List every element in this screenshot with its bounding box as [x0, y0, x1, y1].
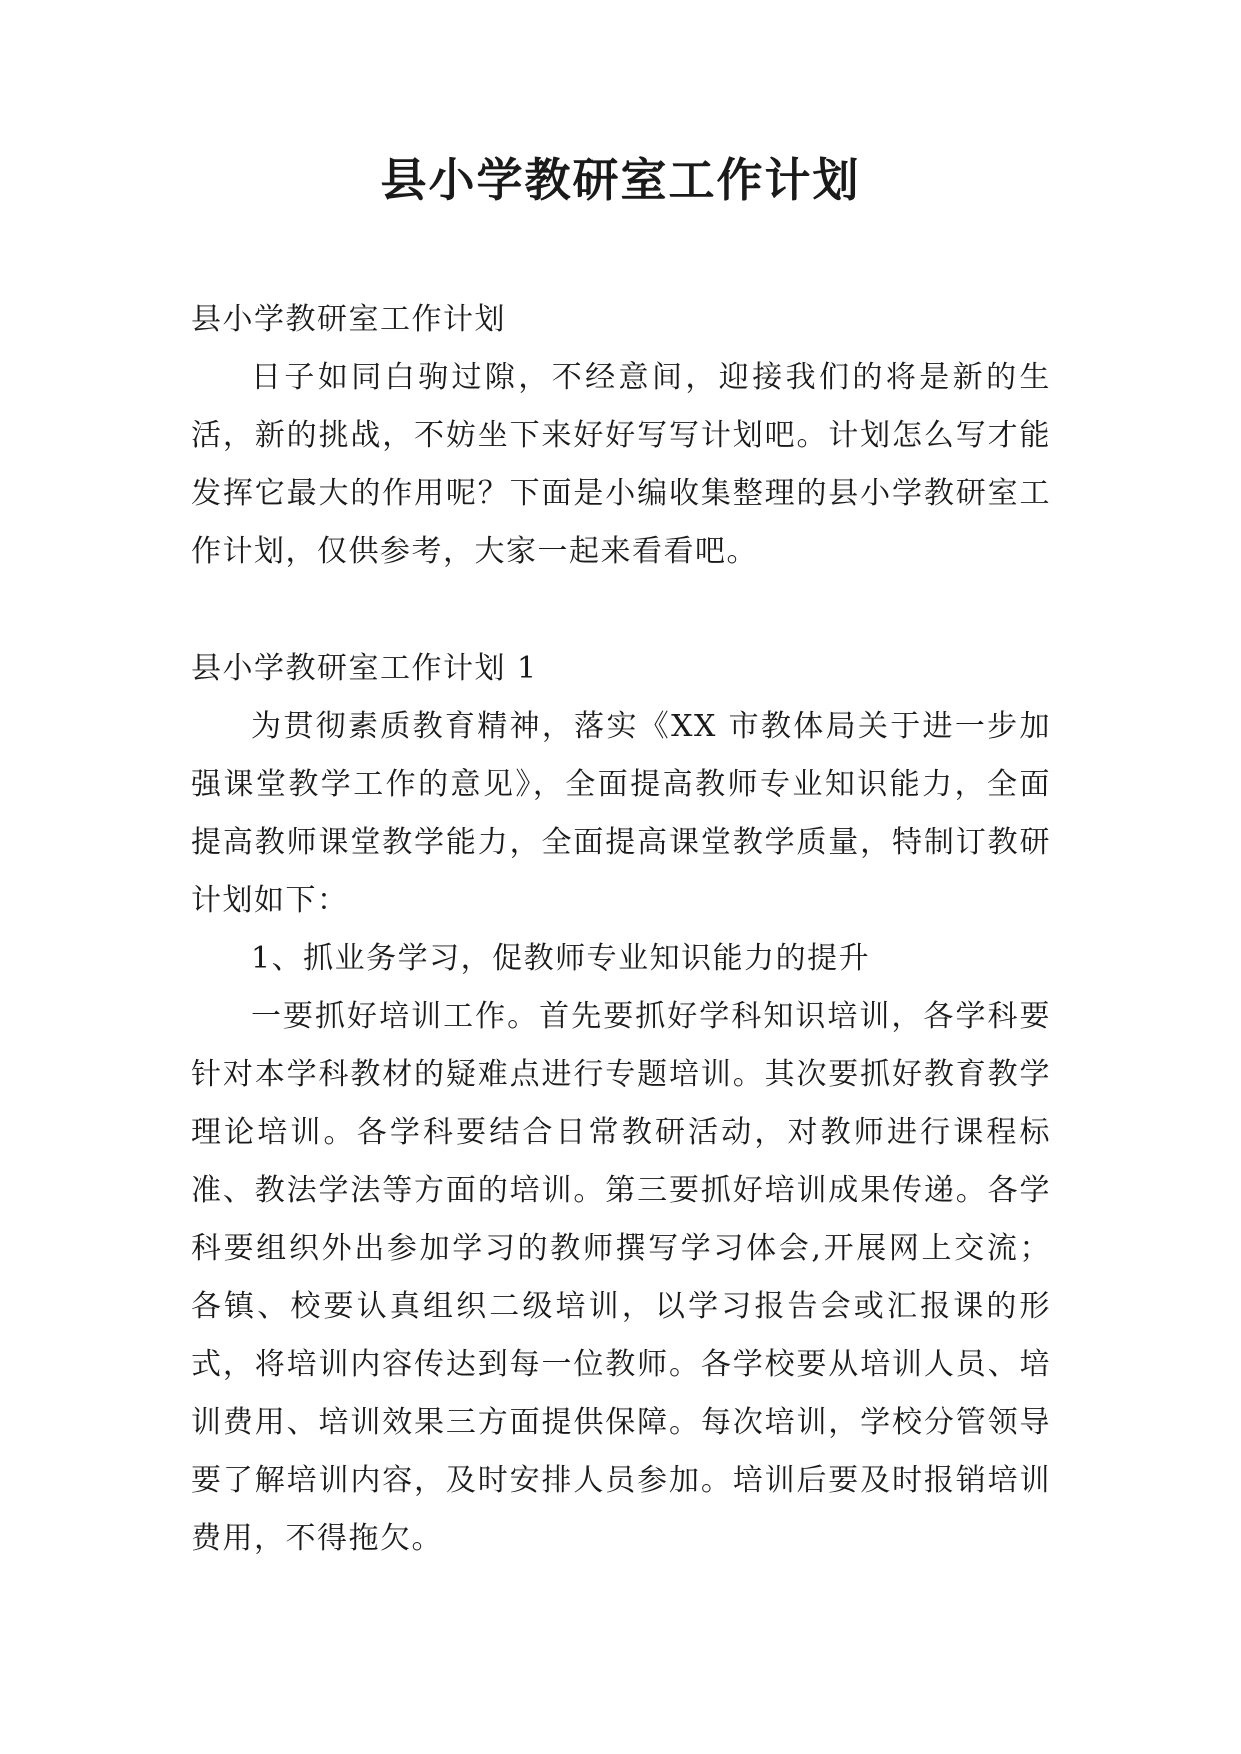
section-1-paragraph: 一要抓好培训工作。首先要抓好学科知识培训，各学科要针对本学科教材的疑难点进行专题培训。其次要抓好教育教学理论培训。各学科要结合日常教研活动，对教师进行课程标准、教法学法等方面的培训。第三要抓好培训成果传递。各学科要组织外出参加学习的教师撰写学习体会,开展网上交流；各镇、校要认真组织二级培训，以学习报告会或汇报课的形式，将培训内容传达到每一位教师。各学校要从培训人员、培训费用、培训效果三方面提供保障。每次培训，学校分管领导要了解培训内容，及时安排人员参加。培训后要及时报销培训费用，不得拖欠。 [191, 999, 1051, 1556]
section-1-heading: 县小学教研室工作计划 1 [191, 651, 538, 686]
intro-section [191, 291, 1051, 581]
document-title: 县小学教研室工作计划 [380, 153, 861, 207]
section-1-subheading: 1、抓业务学习，促教师专业知识能力的提升 [251, 941, 871, 976]
intro-paragraph: 日子如同白驹过隙，不经意间，迎接我们的将是新的生活，新的挑战，不妨坐下来好好写写计划吧。计划怎么写才能发挥它最大的作用呢？下面是小编收集整理的县小学教研室工作计划，仅供参考，大家一起来看看吧。 [191, 360, 1051, 569]
intro-heading: 县小学教研室工作计划 [191, 302, 506, 337]
section-1 [191, 640, 1051, 1568]
section-1-paragraph: 为贯彻素质教育精神，落实《XX 市教体局关于进一步加强课堂教学工作的意见》，全面提高教师专业知识能力，全面提高教师课堂教学能力，全面提高课堂教学质量，特制订教研计划如下： [191, 709, 1051, 918]
